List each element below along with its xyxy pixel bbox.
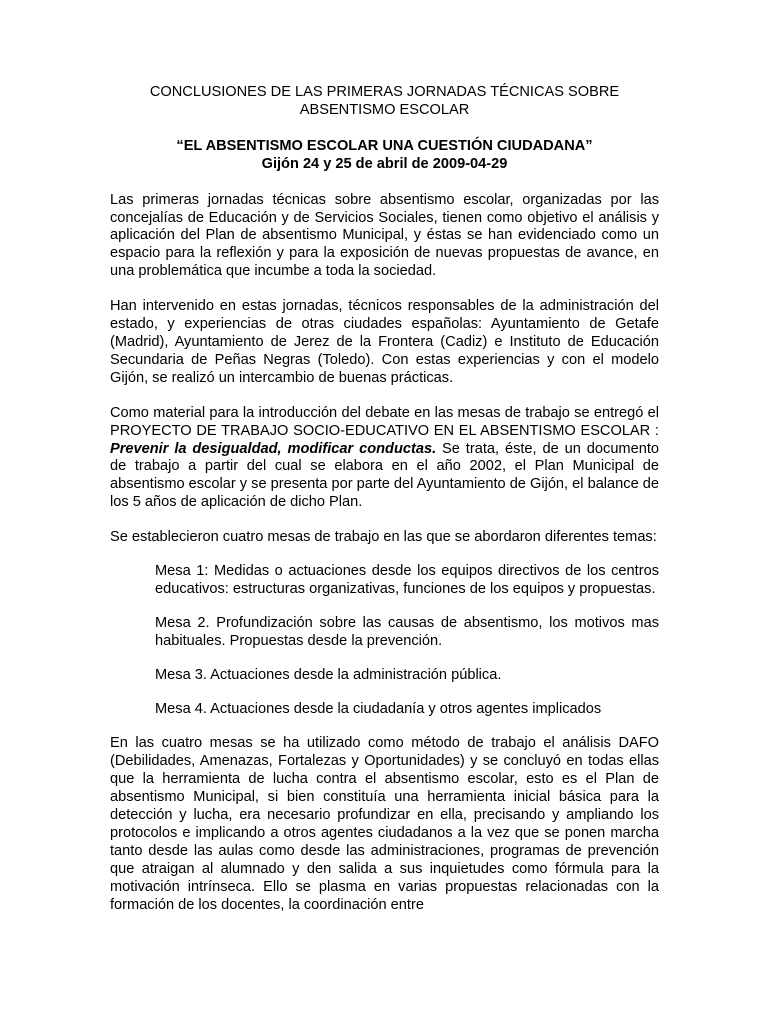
paragraph-participants: Han intervenido en estas jornadas, técnicos responsables de la administración del estado, y experiencias de otras ciudades españolas: Ayuntamiento de Getafe (Madrid), Ayuntamiento de Jerez de la Frontera (Cadiz) e Instituto de Educación Secundaria de Peñas Negras (Toledo). Con estas experiencias y con el modelo Gijón, se realizó un intercambio de buenas prácticas.: [110, 298, 659, 386]
paragraph-dafo: En las cuatro mesas se ha utilizado como método de trabajo el análisis DAFO (Debilidades, Amenazas, Fortalezas y Oportunidades) y se concluyó en todas ellas que la herramienta de lucha contra el absentismo escolar, esto es el Plan de absentismo Municipal, si bien constituía una herramienta inicial básica para la detección y lucha, era necesario profundizar en ella, precisando y ampliando los protocolos e implicando a otros agentes ciudadanos a la vez que se ponen marcha tanto desde las aulas como desde las administraciones, programas de prevención que atraigan al alumnado y den salida a sus inquietudes como fórmula para la motivación intrínseca. Ello se plasma en varias propuestas relacionadas con la formación de los docentes, la coordinación entre: [110, 735, 659, 913]
document-subtitle: [110, 138, 659, 174]
subtitle-line-2: Gijón 24 y 25 de abril de 2009-04-29: [261, 155, 508, 172]
paragraph-material: [110, 405, 659, 512]
mesa-item-4: Mesa 4. Actuaciones desde la ciudadanía y otros agentes implicados: [155, 700, 602, 717]
paragraph-material-emphasis: Prevenir la desigualdad, modificar conductas.: [110, 440, 437, 457]
title-line-2: ABSENTISMO ESCOLAR: [299, 101, 470, 118]
mesas-list: [110, 563, 659, 718]
document-page: [110, 84, 659, 915]
paragraph-material-end: Se trata, éste, de un documento de trabajo a partir del cual se elabora en el año 2002, el Plan Municipal de absentismo escolar y se presenta por parte del Ayuntamiento de Gijón, el balance de los 5 años de aplicación de dicho Plan.: [110, 440, 659, 511]
paragraph-intro: Las primeras jornadas técnicas sobre absentismo escolar, organizadas por las concejalías de Educación y de Servicios Sociales, tienen como objetivo el análisis y aplicación del Plan de absentismo Municipal, y éstas se han evidenciado como un espacio para la reflexión y para la exposición de nuevas propuestas de avance, en una problemática que incumbe a toda la sociedad.: [110, 191, 659, 280]
subtitle-line-1: “EL ABSENTISMO ESCOLAR UNA CUESTIÓN CIUDADANA”: [176, 137, 593, 154]
mesa-item-2: Mesa 2. Profundización sobre las causas de absentismo, los motivos mas habituales. Propuestas desde la prevención.: [155, 614, 659, 649]
mesa-item-3: Mesa 3. Actuaciones desde la administración pública.: [155, 666, 502, 683]
paragraph-material-start: Como material para la introducción del debate en las mesas de trabajo se entregó el PROYECTO DE TRABAJO SOCIO-EDUCATIVO EN EL ABSENTISMO ESCOLAR :: [110, 404, 659, 439]
document-title: [110, 84, 659, 120]
mesa-item-1: Mesa 1: Medidas o actuaciones desde los equipos directivos de los centros educativos: estructuras organizativas, funciones de los equipos y propuestas.: [155, 563, 659, 597]
paragraph-mesas-intro: Se establecieron cuatro mesas de trabajo en las que se abordaron diferentes temas:: [110, 529, 657, 546]
title-line-1: CONCLUSIONES DE LAS PRIMERAS JORNADAS TÉCNICAS SOBRE: [149, 84, 620, 100]
